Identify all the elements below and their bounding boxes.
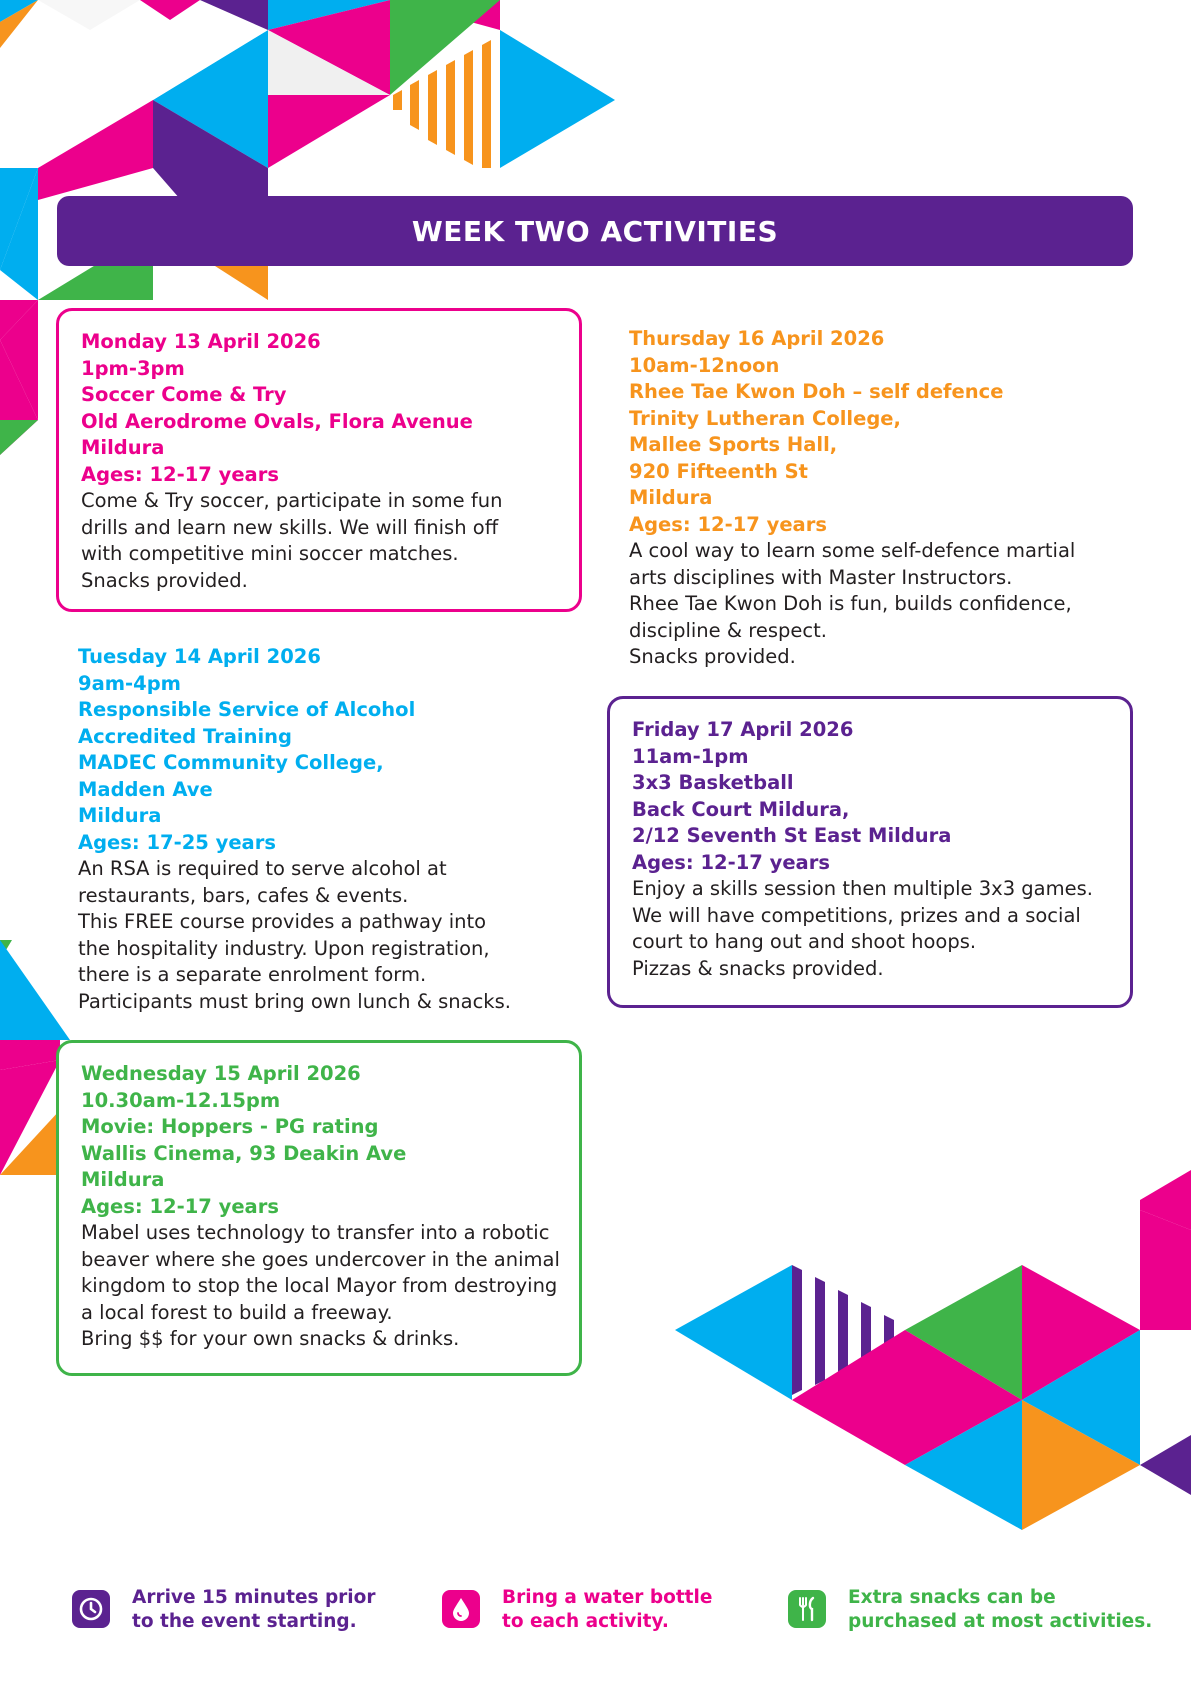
activity-ages: Ages: 12-17 years [81,462,279,486]
banner-title: WEEK TWO ACTIVITIES [411,214,779,248]
activity-description: This FREE course provides a pathway into [78,910,487,933]
deco-triangle [38,0,140,30]
deco-triangle [1140,1435,1191,1495]
deco-triangle [0,420,38,455]
deco-triangle [200,0,268,30]
tip-text: purchased at most activities. [848,1611,1153,1632]
tip-extra-snacks [788,1586,1152,1634]
activity-location: Trinity Lutheran College, [629,406,901,430]
activity-description: a local forest to build a freeway. [81,1300,393,1324]
activity-name: Accredited Training [78,724,293,748]
tip-water-bottle [442,1586,712,1634]
activity-description: Bring $$ for your own snacks & drinks. [81,1327,460,1350]
deco-stripe [838,1290,848,1373]
deco-triangle [675,1265,792,1400]
activity-description: We will have competitions, prizes and a social [632,903,1081,927]
activity-time: 1pm-3pm [81,356,185,380]
clock-icon [72,1590,110,1628]
activity-description: Pizzas & snacks provided. [632,956,884,980]
activity-location: Mildura [81,1168,165,1191]
deco-stripe [482,40,491,168]
activity-time: 10am-12noon [629,353,780,377]
activity-date: Monday 13 April 2026 [81,330,321,353]
deco-triangle [215,266,268,300]
activity-location: Mildura [81,436,165,459]
tip-text: to each activity. [502,1611,669,1632]
activity-location: 2/12 Seventh St East Mildura [632,824,952,847]
activity-description: there is a separate enrolment form. [78,963,427,986]
deco-triangle [792,1330,905,1465]
tip-text: Arrive 15 minutes prior [132,1587,376,1608]
activity-description: the hospitality industry. Upon registration, [78,936,490,960]
activity-card-wednesday [56,1040,582,1376]
activity-location: Mallee Sports Hall, [629,433,838,456]
activity-location: 920 Fifteenth St [629,459,808,483]
activity-description: with competitive mini soccer matches. [81,542,459,565]
tip-text: Bring a water bottle [502,1587,713,1608]
activity-time: 11am-1pm [632,744,749,768]
activity-date: Wednesday 15 April 2026 [81,1062,361,1085]
activity-description: A cool way to learn some self-defence martial [629,539,1076,562]
activity-date: Thursday 16 April 2026 [629,327,885,350]
deco-stripe [815,1277,825,1385]
activity-description: Participants must bring own lunch & snacks. [78,989,511,1013]
activity-description: beaver where she goes undercover in the animal [81,1247,560,1271]
activity-location: Madden Ave [78,777,213,801]
activity-description: restaurants, bars, cafes & events. [78,883,409,907]
activity-description: Rhee Tae Kwon Doh is fun, builds confidence, [629,592,1072,615]
activity-description: court to hang out and shoot hoops. [632,930,977,953]
footer-tips [0,1570,1191,1650]
activity-date: Friday 17 April 2026 [632,718,854,741]
deco-stripe [464,50,473,165]
deco-triangle [500,30,615,168]
activity-location: Wallis Cinema, 93 Deakin Ave [81,1141,407,1165]
activity-name: Soccer Come & Try [81,383,287,406]
activity-description: Snacks provided. [629,645,796,668]
activity-description: arts disciplines with Master Instructors. [629,565,1013,589]
activity-name: Rhee Tae Kwon Doh – self defence [629,380,1004,403]
activity-location: MADEC Community College, [78,751,384,774]
activity-location: Old Aerodrome Ovals, Flora Avenue [81,409,473,433]
water-drop-icon [442,1590,480,1628]
activity-description: Snacks provided. [81,568,248,592]
tip-text: to the event starting. [132,1611,357,1632]
activity-location: Mildura [78,804,162,827]
activity-description: Mabel uses technology to transfer into a robotic [81,1221,550,1244]
activity-time: 10.30am-12.15pm [81,1088,281,1112]
activity-location: Mildura [629,486,713,509]
deco-triangle [140,0,200,20]
activity-ages: Ages: 12-17 years [81,1194,279,1218]
deco-triangle [1140,1210,1191,1330]
activity-date: Tuesday 14 April 2026 [78,645,321,668]
deco-triangle [268,95,390,168]
deco-triangle [38,100,153,168]
activity-ages: Ages: 17-25 years [78,830,276,854]
activity-description: discipline & respect. [629,618,827,642]
activity-description: kingdom to stop the local Mayor from destroying [81,1274,558,1297]
deco-stripe [410,80,419,130]
tip-arrive-early [72,1586,375,1634]
activity-card-friday [607,696,1133,1008]
activity-card-thursday [607,308,1133,678]
deco-stripe [446,60,455,155]
activity-description: An RSA is required to serve alcohol at [78,857,447,880]
week-banner [57,196,1133,266]
deco-stripe [792,1265,802,1395]
deco-stripe [861,1302,871,1360]
deco-stripe [428,70,437,145]
cutlery-icon [788,1590,826,1628]
activity-name: Movie: Hoppers - PG rating [81,1115,379,1138]
activity-card-monday [56,308,582,612]
activity-description: Enjoy a skills session then multiple 3x3 games. [632,877,1093,900]
activity-name: 3x3 Basketball [632,771,794,794]
activity-location: Back Court Mildura, [632,797,850,821]
tip-text: Extra snacks can be [848,1587,1056,1608]
activity-ages: Ages: 12-17 years [632,850,830,874]
activity-description: Come & Try soccer, participate in some fun [81,489,503,512]
activity-description: drills and learn new skills. We will finish off [81,515,499,539]
activity-card-tuesday [56,626,582,1016]
activity-ages: Ages: 12-17 years [629,512,827,536]
activity-time: 9am-4pm [78,671,181,695]
activity-name: Responsible Service of Alcohol [78,698,416,721]
